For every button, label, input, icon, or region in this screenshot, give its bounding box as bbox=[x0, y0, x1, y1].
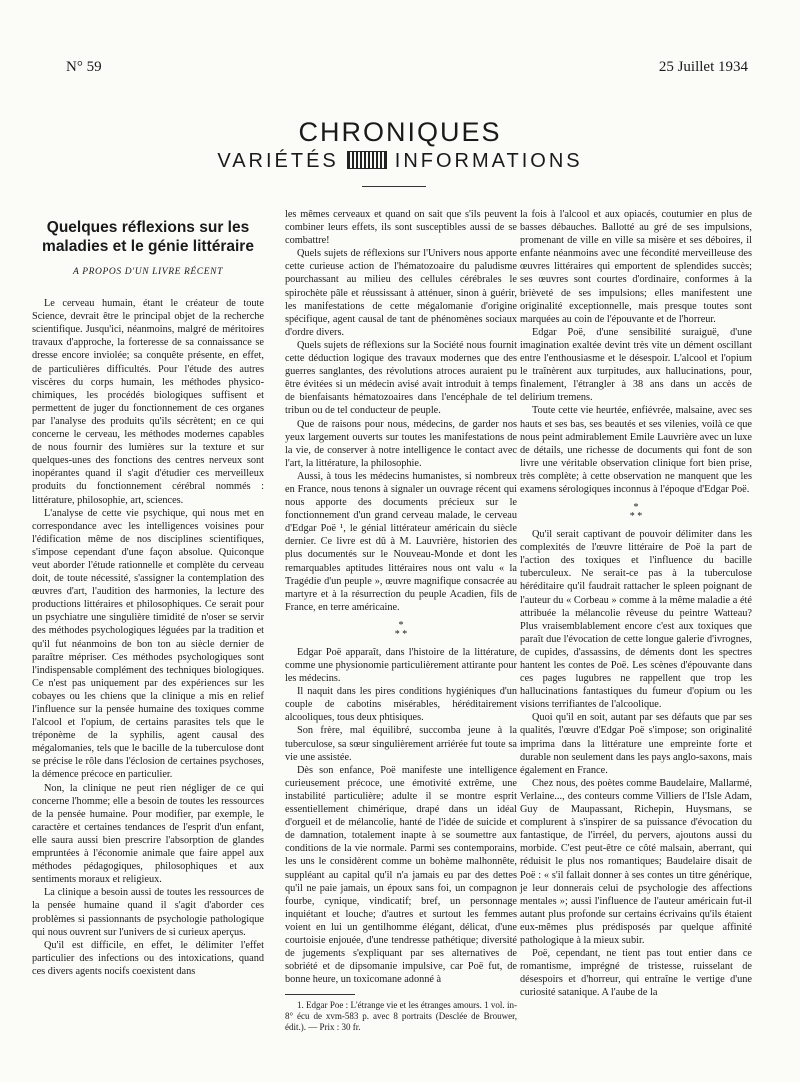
paragraph: Quels sujets de réflexions sur la Société nous fournit cette déduction logique des travaux modernes que des guerres sanglantes, des révolutions atroces auraient pu être évitées si un médecin avisé avait introduit à temps de bienfaisants hématozoaires dans l'encéphale de tel tribun ou de tel conducteur de peuple. bbox=[285, 339, 517, 417]
column-1 bbox=[32, 218, 264, 978]
section-separator: * * * bbox=[394, 619, 408, 640]
paragraph: Que de raisons pour nous, médecins, de garder nos yeux largement ouverts sur toutes les manifestations de la vie, de conserver à notre intelligence le contact avec l'art, la littérature, la philosophie. bbox=[285, 418, 517, 469]
paragraph: la fois à l'alcool et aux opiacés, coutumier en plus de basses débauches. Ballotté au gré de ses impulsions, promenant de ville en ville sa misère et ses déboires, il enfante néanmoins avec une fécondité merveilleuse des œuvres littéraires qui emportent de splendides succès; ses œuvres sont courtes d'ordinaire, conformes à la brièveté de ses impulsions; elles manifestent une originalité exceptionnelle, mais presque toutes sont marquées au coin de l'épouvante et de l'horreur. bbox=[520, 209, 752, 325]
article-subtitle: A PROPOS D'UN LIVRE RÉCENT bbox=[73, 267, 223, 277]
paragraph: La clinique a besoin aussi de toutes les ressources de la pensée humaine quand il s'agit d'aborder ces problèmes si passionnants de psychologie pathologique qui nous ouvrent sur l'univers de si curieux aperçus. bbox=[32, 887, 264, 938]
paragraph: Non, la clinique ne peut rien négliger de ce qui concerne l'homme; elle a besoin de toutes les ressources de la pensée humaine. Pour modifier, par exemple, le caractère et certaines tendances de l'esprit d'un enfant, elle saura aussi bien prescrire l'absorption de glandes empruntées à l'économie animale que faire appel aux méthodes pédagogiques, philosophiques et aux sentiments moraux et religieux. bbox=[32, 782, 264, 886]
paragraph: Edgar Poë apparaît, dans l'histoire de la littérature, comme une physionomie particulièrement attirante pour les médecins. bbox=[285, 646, 517, 685]
paragraph: Chez nous, des poètes comme Baudelaire, Mallarmé, Verlaine..., des conteurs comme Villiers de l'Isle Adam, Guy de Maupassant, Richepin, Huysmans, se complurent à s'inspirer de sa puissance d'évocation du fantastique, de l'irréel, du pervers, ajoutons aussi du morbide. C'est peut-être ce côté malsain, aberrant, qui réduisit le plus nos romantiques; Baudelaire disait de Poë : « s'il fallait donner à ses contes un titre générique, je leur donnerais celui de psychologie des affections mentales »; aussi l'influence de l'auteur américain fut-il autant plus profonde sur certains écrivains qu'ils étaient eux-mêmes plus prédisposés par quelque affinité pathologique à la mieux subir. bbox=[520, 777, 752, 946]
paragraph: Qu'il serait captivant de pouvoir délimiter dans les complexités de l'œuvre littéraire de Poë la part de l'action des toxiques et l'influence du bacille tuberculeux. Ne serait-ce pas à la tuberculose héréditaire qu'il faudrait rattacher le spleen poignant de l'auteur du « Corbeau » comme à la même maladie a été attribuée la mélancolie rêveuse du peintre Watteau? Plus vraisemblablement encore c'est aux toxiques que paraît due l'évocation de cette longue galerie d'ivrognes, de cupides, d'assassins, de déments dont les spectres hantent les contes de Poë. Les scènes d'épouvante dans ces pages lugubres ne rappellent que trop les hallucinations fantastiques du fumeur d'opium ou les visions terrifiantes de l'alcoolique. bbox=[520, 529, 752, 711]
masthead-subtitle bbox=[0, 150, 800, 173]
paragraph: Dès son enfance, Poë manifeste une intelligence curieusement précoce, une émotivité extrême, une instabilité particulière; adulte il se montre esprit essentiellement chimérique, drapé dans un idéal d'orgueil et de mélancolie, hanté de l'idée de suicide et de damnation, totalement inapte à se soumettre aux conditions de la vie normale. Parmi ses contemporains, les uns le considèrent comme un bohème malhonnête, suppléant au capital qu'il n'a jamais eu par des dettes qu'il ne paie jamais, un époux sans foi, un compagnon fourbe, cynique, vindicatif; bref, un personnage inquiétant et louche; d'autres et surtout les femmes voient en lui un gentilhomme élégant, délicat, d'une courtoisie enjouée, d'une tendresse pathétique; diversité de jugements s'expliquant par ses alternatives de sobriété et de dipsomanie impulsive, car Poë fut, de bonne heure, un toxicomane adonné à bbox=[285, 764, 517, 986]
paragraph: Edgar Poë, d'une sensibilité suraiguë, d'une imagination exaltée devint très vite un dément oscillant entre l'enthousiasme et le désespoir. L'alcool et l'opium le traînèrent aux turpitudes, aux hallucinations, pour, finalement, l'étrangler à 38 ans dans un accès de delirium tremens. bbox=[520, 326, 752, 404]
column-3 bbox=[520, 208, 752, 999]
section-separator: * * * bbox=[629, 502, 643, 523]
masthead-emblem-icon bbox=[347, 151, 387, 169]
paragraph: Le cerveau humain, étant le créateur de toute Science, devrait être le principal objet de la recherche scientifique. Jusqu'ici, néanmoins, malgré de méritoires travaux d'approche, la forteresse de sa connaissance se dresse encore inviolée; sa conquête présente, en effet, de particulières difficultés. Pour l'étude des autres viscères du corps humain, les méthodes physico-chimiques, les procédés biologiques suffisent et permettent de juger du fonctionnement de ces organes par l'analyse des produits qu'ils sécrètent; en ce qui concerne le cerveau, les méthodes modernes capables de nous fournir des lumières sur la texture et sur quelques-unes des fonctions des centres nerveux sont inopérantes quand il s'agit d'étudier ces merveilleux produits du fonctionnement cérébral nommés : littérature, philosophie, art, sciences. bbox=[32, 298, 264, 506]
column-2 bbox=[285, 208, 517, 1033]
paragraph: Toute cette vie heurtée, enfiévrée, malsaine, avec ses hauts et ses bas, ses beautés et ses vilenies, voilà ce que nous peint admirablement Emile Lauvrière avec un luxe de détails, une richesse de documents qui font de son livre une véritable observation clinique fort bien prise, très complète; à cette observation ne manquent que les examens sérologiques inconnus à l'époque d'Edgar Poë. bbox=[520, 405, 752, 495]
paragraph: L'analyse de cette vie psychique, qui nous met en correspondance avec les intelligences voisines pour l'édification même de nos disciplines scientifiques, s'impose cependant d'une façon absolue. Quiconque veut aborder l'étude rationnelle et complète du cerveau doit, de toute nécessité, s'assigner la contemplation des œuvres d'art, l'audition des harmonies, la lecture des productions littéraires et philosophiques. Ce serait pour un psychiatre une singulière timidité de n'oser se servir des méthodes psychologiques léguées par la tradition et qu'il fut néanmoins de bon ton au siècle dernier de paraître mépriser. Ces méthodes psychologiques sont l'indispensable complément des techniques biologiques. Ce n'est pas uniquement par des expériences sur les cobayes ou les chiens que la clinique a mis en relief l'influence sur la pensée humaine des toxiques comme l'alcool et l'opium, de certains parasites tels que le tréponème de la syphilis, agent causal des mégalomanies, tels que le bacille de la tuberculose dont se précise le rôle dans l'éclosion de certaines psychoses, la démence précoce en particulier. bbox=[32, 507, 264, 781]
article-title: Quelques réflexions sur les maladies et le génie littéraire bbox=[42, 219, 254, 255]
paragraph: Qu'il est difficile, en effet, le délimiter l'effet particulier des infections ou des intoxications, quand ces divers agents nocifs coexistent dans bbox=[32, 939, 264, 977]
footnote: 1. Edgar Poe : L'étrange vie et les étranges amours. 1 vol. in-8° écu de xvm-583 p. avec 8 portraits (Desclée de Brouwer, édit.). — Prix : 30 fr. bbox=[285, 1000, 517, 1033]
paragraph: Aussi, à tous les médecins humanistes, si nombreux en France, nous tenons à signaler un ouvrage récent qui nous apporte des documents précieux sur le fonctionnement d'un grand cerveau malade, le cerveau d'Edgar Poë ¹, le génial littérateur américain du siècle dernier. Ce livre est dû à M. Lauvrière, historien des plus documentés sur le Nouveau-Monde et dont les remarquables aptitudes littéraires nous ont valu « la Tragédie d'un peuple », œuvre magnifique consacrée au martyre et à la résurrection du peuple Acadien, fils de France, en terre américaine. bbox=[285, 470, 517, 613]
issue-number: N° 59 bbox=[66, 59, 102, 75]
paragraph: Son frère, mal équilibré, succomba jeune à la tuberculose, sa sœur singulièrement arriérée fut toute sa vie une assistée. bbox=[285, 725, 517, 763]
paragraph: Quoi qu'il en soit, autant par ses défauts que par ses qualités, l'œuvre d'Edgar Poë s'impose; son originalité imprima dans la littérature une empreinte forte et durable non seulement dans les pays anglo-saxons, mais également en France. bbox=[520, 712, 752, 776]
footnote-rule bbox=[285, 994, 355, 995]
masthead-rule bbox=[362, 186, 426, 187]
issue-date: 25 Juillet 1934 bbox=[658, 59, 748, 75]
masthead-title: CHRONIQUES bbox=[298, 117, 502, 147]
paragraph: les mêmes cerveaux et quand on sait que s'ils peuvent combiner leurs effets, ils sont susceptibles aussi de se combattre! bbox=[285, 209, 517, 247]
paragraph: Quels sujets de réflexions sur l'Univers nous apporte cette curieuse action de l'hématozoaire du paludisme pourchassant au milieu des cellules cérébrales le spirochète pâle et réussissant à atténuer, sinon à guérir, les manifestations de cette mégalomanie d'origine spécifique, agent causal de tant de phénomènes sociaux d'ordre divers. bbox=[285, 248, 517, 338]
paragraph: Il naquit dans les pires conditions hygiéniques d'un couple de cabotins misérables, héréditairement alcooliques, tous deux phtisiques. bbox=[285, 686, 517, 724]
masthead-varietes: VARIÉTÉS bbox=[217, 150, 339, 172]
masthead-informations: INFORMATIONS bbox=[394, 150, 583, 172]
paragraph: Poë, cependant, ne tient pas tout entier dans ce romantisme, imprégné de tristesse, ruisselant de désespoirs et d'horreur, qui entraîne le vertige d'une curiosité satanique. A l'aube de la bbox=[520, 948, 752, 999]
